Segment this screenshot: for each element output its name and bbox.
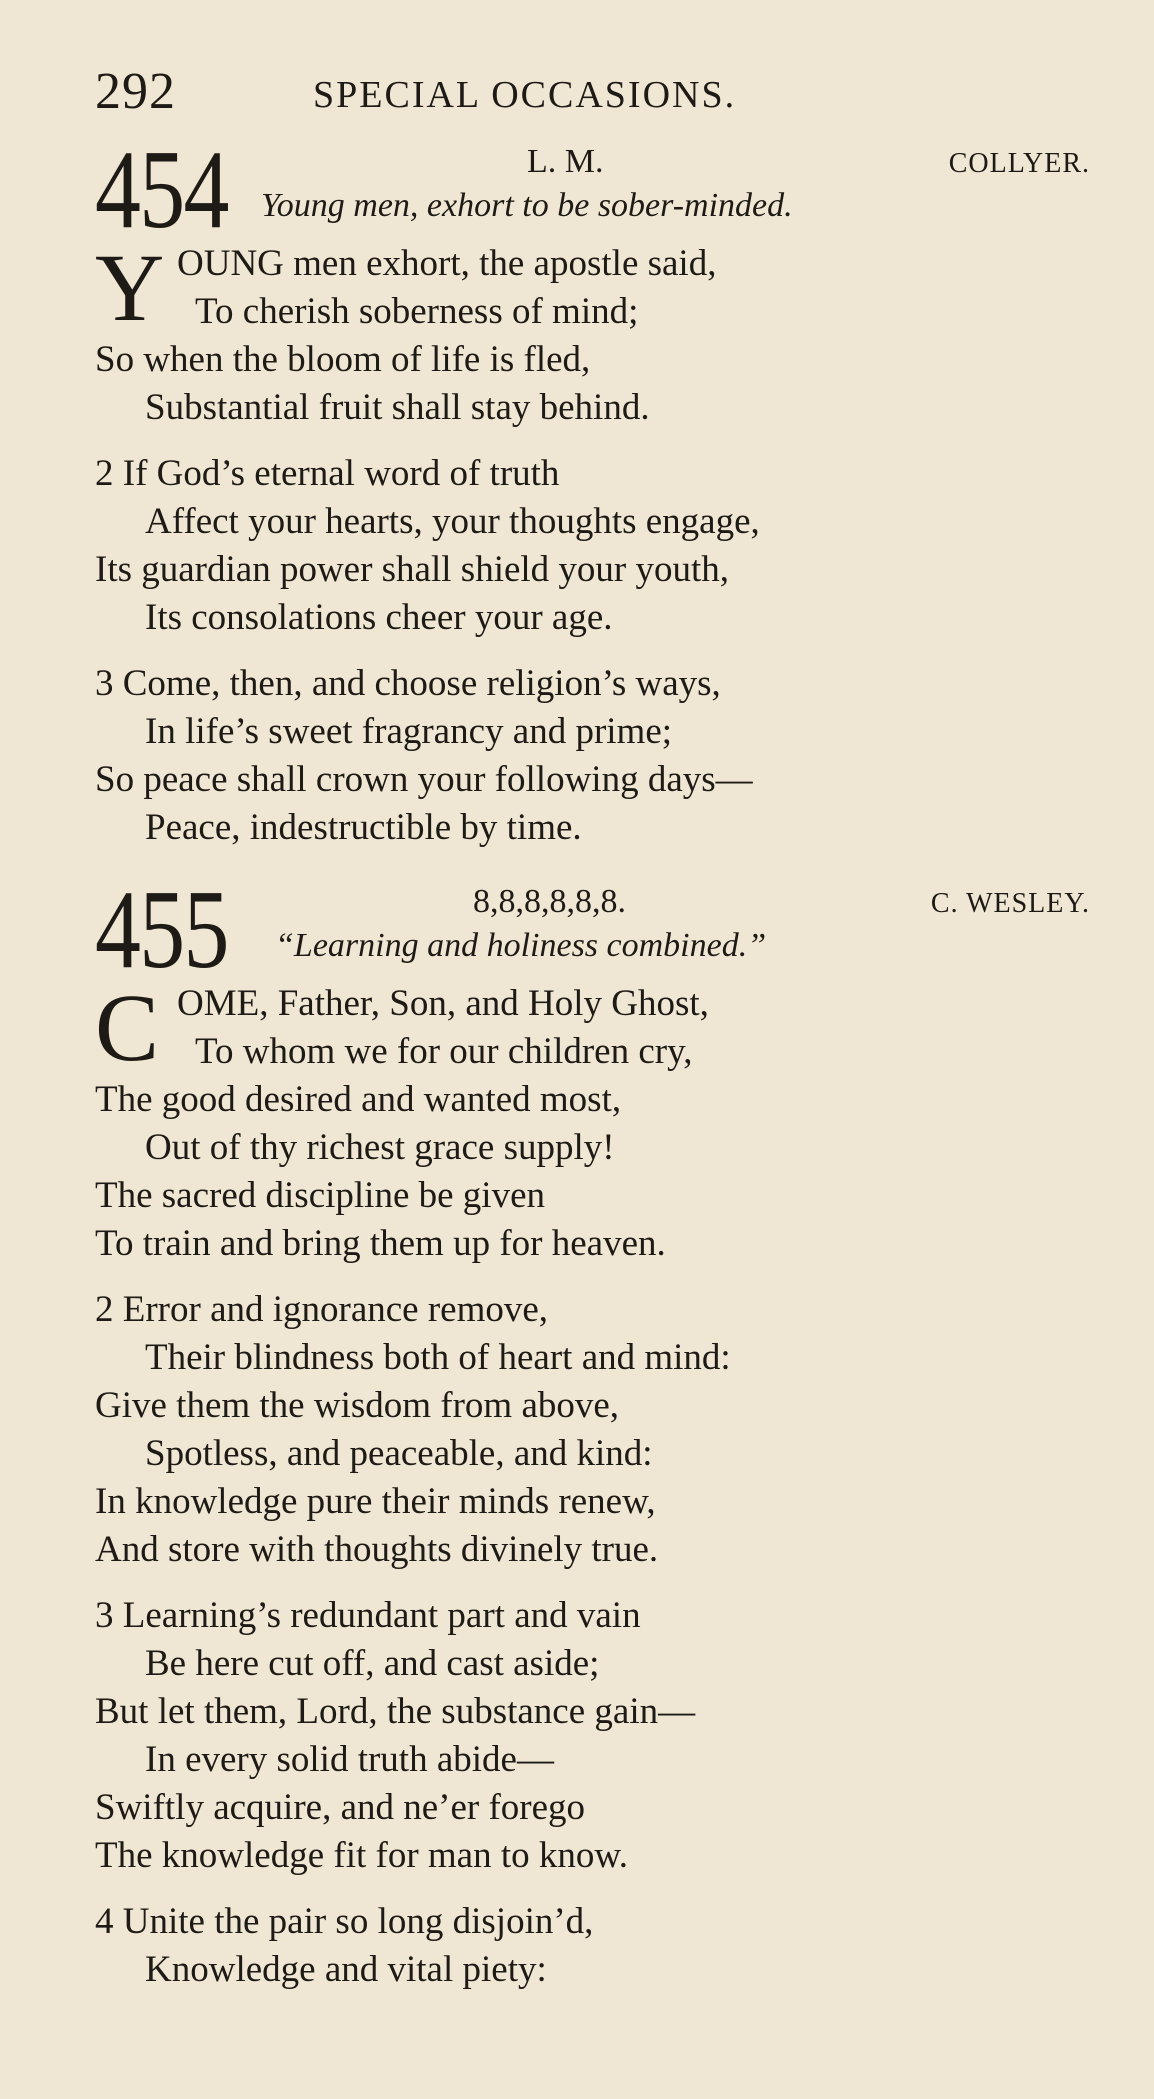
verse-line: In life’s sweet fragrancy and prime;	[145, 711, 673, 752]
verse-line: Be here cut off, and cast aside;	[145, 1643, 600, 1684]
verse-line: In every solid truth abide—	[145, 1739, 554, 1780]
hymn-number: 454	[95, 128, 228, 252]
verse-line: The sacred discipline be given	[95, 1175, 545, 1216]
verse-line: 3 Come, then, and choose religion’s ways,	[95, 663, 721, 704]
hymn-author: C. WESLEY.	[930, 888, 1090, 919]
verse-line: Out of thy richest grace supply!	[145, 1127, 615, 1168]
hymn-subtitle: “Learning and holiness combined.”	[275, 927, 767, 964]
verse-line: So when the bloom of life is fled,	[95, 339, 591, 380]
verse-line: Substantial fruit shall stay behind.	[145, 387, 650, 428]
verse-line: Swiftly acquire, and ne’er forego	[95, 1787, 586, 1828]
section-title: SPECIAL OCCASIONS.	[313, 74, 737, 116]
verse-line: So peace shall crown your following days—	[95, 759, 753, 800]
verse-line: OUNG men exhort, the apostle said,	[177, 243, 717, 284]
verse-line: 3 Learning’s redundant part and vain	[95, 1595, 641, 1636]
verse-line: And store with thoughts divinely true.	[95, 1529, 659, 1570]
verse-line: To whom we for our children cry,	[195, 1031, 693, 1072]
drop-cap: C	[95, 974, 160, 1081]
hymn-number: 455	[95, 868, 228, 992]
verse-line: Give them the wisdom from above,	[95, 1385, 620, 1426]
verse-line: Peace, indestructible by time.	[145, 807, 582, 848]
verse-line: 2 Error and ignorance remove,	[95, 1289, 549, 1330]
verse-line: 4 Unite the pair so long disjoin’d,	[95, 1901, 594, 1942]
verse-line: Knowledge and vital piety:	[145, 1949, 547, 1990]
verse-line: Spotless, and peaceable, and kind:	[145, 1433, 653, 1474]
verse-line: In knowledge pure their minds renew,	[95, 1481, 656, 1522]
verse-line: The good desired and wanted most,	[95, 1079, 622, 1120]
page-number: 292	[95, 63, 176, 120]
verse-line: Their blindness both of heart and mind:	[145, 1337, 731, 1378]
drop-cap: Y	[95, 234, 165, 341]
verse-line: But let them, Lord, the substance gain—	[95, 1691, 696, 1732]
hymn-meter: L. M.	[527, 143, 604, 180]
verse-line: To cherish soberness of mind;	[195, 291, 639, 332]
verse-line: OME, Father, Son, and Holy Ghost,	[177, 983, 709, 1024]
hymn-author: COLLYER.	[948, 148, 1090, 179]
hymn-meter: 8,8,8,8,8,8.	[473, 883, 626, 920]
verse-line: Its consolations cheer your age.	[145, 597, 613, 638]
verse-line: 2 If God’s eternal word of truth	[95, 453, 560, 494]
verse-line: The knowledge fit for man to know.	[95, 1835, 628, 1876]
hymn-subtitle: Young men, exhort to be sober-minded.	[261, 187, 793, 224]
verse-line: Affect your hearts, your thoughts engage,	[145, 501, 760, 542]
verse-line: Its guardian power shall shield your youth,	[95, 549, 730, 590]
verse-line: To train and bring them up for heaven.	[95, 1223, 666, 1264]
